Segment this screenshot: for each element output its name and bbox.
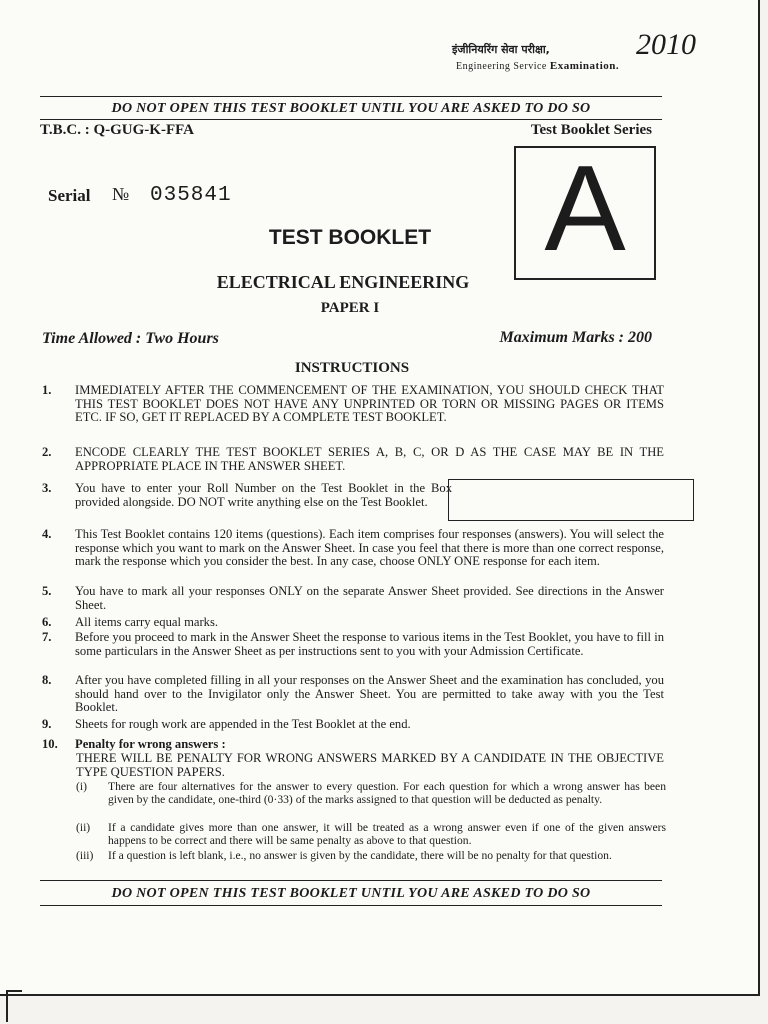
instruction-item: 4. This Test Booklet contains 120 items (questions). Each item comprises four responses (answers). You will select the response which you want to mark on the Answer Sheet. In case you feel that there is more than one correct response, mark the response which you consider the best. In any case, choose ONLY ONE response for each item. bbox=[42, 527, 664, 568]
instruction-item: 8. After you have completed filling in all your responses on the Answer Sheet and the examination has concluded, you should hand over to the Invigilator only the Answer Sheet. You are permitted to take away with you the Test Booklet. bbox=[42, 673, 664, 714]
subject-title: ELECTRICAL ENGINEERING bbox=[216, 272, 470, 292]
instruction-item: 2. ENCODE CLEARLY THE TEST BOOKLET SERIES A, B, C, OR D AS THE CASE MAY BE IN THE APPROPRIATE PLACE IN THE ANSWER SHEET. bbox=[42, 445, 664, 473]
instruction-item: 6. All items carry equal marks. bbox=[42, 615, 219, 629]
instruction-item: 9. Sheets for rough work are appended in the Test Booklet at the end. bbox=[42, 717, 411, 731]
maximum-marks: Maximum Marks : 200 bbox=[499, 329, 652, 346]
series-letter: A bbox=[544, 140, 626, 276]
warning-top: DO NOT OPEN THIS TEST BOOKLET UNTIL YOU ARE ASKED TO DO SO bbox=[111, 101, 591, 116]
serial-no-symbol: № bbox=[112, 184, 130, 204]
instruction-item: 10. Penalty for wrong answers : bbox=[42, 737, 226, 751]
instruction-item: 1. IMMEDIATELY AFTER THE COMMENCEMENT OF THE EXAMINATION, YOU SHOULD CHECK THAT THIS TEST BOOKLET DOES NOT HAVE ANY UNPRINTED OR TORN OR MISSING PAGES OR ITEMS ETC. IF SO, GET IT REPLACED BY A COMPLETE TEST BOOKLET. bbox=[42, 383, 664, 424]
penalty-intro: THERE WILL BE PENALTY FOR WRONG ANSWERS MARKED BY A CANDIDATE IN THE OBJECTIVE TYPE QUESTION PAPERS. bbox=[76, 751, 664, 779]
tbc-code: T.B.C. : Q-GUG-K-FFA bbox=[40, 122, 195, 138]
roll-number-box[interactable] bbox=[448, 479, 694, 521]
series-label: Test Booklet Series bbox=[530, 122, 652, 138]
time-allowed: Time Allowed : Two Hours bbox=[42, 330, 219, 347]
paper-number: PAPER I bbox=[320, 300, 380, 316]
top-rule bbox=[40, 96, 662, 97]
bottom-rule bbox=[40, 880, 662, 881]
handwritten-year: 2010 bbox=[636, 28, 696, 61]
booklet-title: TEST BOOKLET bbox=[268, 226, 432, 249]
serial-number: 035841 bbox=[150, 184, 232, 207]
instruction-item: 5. You have to mark all your responses ONLY on the separate Answer Sheet provided. See directions in the Answer Sheet. bbox=[42, 584, 664, 612]
penalty-item: (iii) If a question is left blank, i.e., no answer is given by the candidate, there will be no penalty for that question. bbox=[76, 849, 612, 862]
scan-corner-mark bbox=[6, 990, 22, 1022]
top-rule-lower bbox=[40, 119, 662, 120]
instruction-item: 3. You have to enter your Roll Number on the Test Booklet in the Box provided alongside. DO NOT write anything else on the Test Booklet. bbox=[42, 481, 452, 509]
warning-bottom: DO NOT OPEN THIS TEST BOOKLET UNTIL YOU ARE ASKED TO DO SO bbox=[111, 886, 591, 901]
penalty-item: (ii) If a candidate gives more than one answer, it will be treated as a wrong answer even if one of the given answers happens to be correct and there will be same penalty as above to that question. bbox=[76, 821, 666, 847]
english-exam-stamp: Engineering Service Examination. bbox=[456, 60, 620, 72]
bottom-rule-lower bbox=[40, 905, 662, 906]
hindi-exam-stamp: इंजीनियरिंग सेवा परीक्षा, bbox=[452, 43, 550, 56]
instruction-item: 7. Before you proceed to mark in the Answer Sheet the response to various items in the Test Booklet, you have to fill in some particulars in the Answer Sheet as per instructions sent to you with your Admission Certificate. bbox=[42, 630, 664, 658]
penalty-item: (i) There are four alternatives for the answer to every question. For each question for which a wrong answer has been given by the candidate, one-third (0·33) of the marks assigned to that question will be deducted as penalty. bbox=[76, 780, 666, 806]
instructions-heading: INSTRUCTIONS bbox=[294, 360, 410, 376]
serial-label: Serial bbox=[48, 186, 91, 205]
